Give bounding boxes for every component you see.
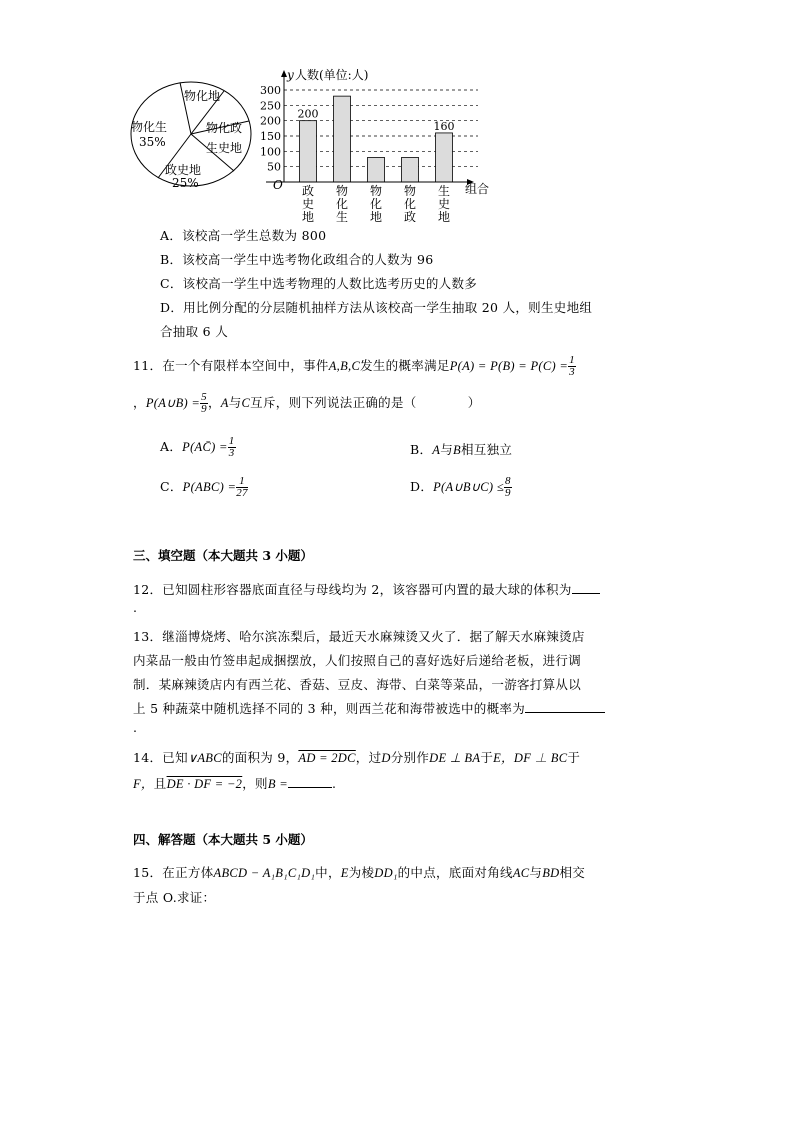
q11-option-a xyxy=(160,436,236,459)
math-vector: AD = 2DC xyxy=(298,751,356,765)
question-14-line2 xyxy=(133,774,336,792)
question-text: ，过 xyxy=(355,750,382,765)
y-axis-label: 人数(单位:人) xyxy=(295,68,369,82)
math: P(ABC) = xyxy=(182,480,237,494)
section-heading-3: 三、填空题（本大题共 3 小题） xyxy=(133,548,313,563)
bar xyxy=(334,96,351,182)
question-text: 15．在正方体 xyxy=(133,865,214,880)
bar xyxy=(436,133,453,182)
option-text: 相互独立 xyxy=(460,442,513,457)
question-text: 14．已知 xyxy=(133,750,188,765)
question-text: 中， xyxy=(315,865,341,880)
x-tick-label: 物化生 xyxy=(335,184,349,222)
q11-option-b xyxy=(410,440,512,458)
pie-chart xyxy=(128,80,258,192)
math: P(A∪B) = xyxy=(145,396,201,410)
pie-label: 生史地 xyxy=(206,141,243,155)
option-label: A． xyxy=(160,439,183,454)
math: B xyxy=(453,443,461,457)
question-15-line2: 于点 O.求证： xyxy=(133,890,216,905)
x-tick-label: 生史地 xyxy=(437,184,451,222)
question-text: 于 xyxy=(480,750,494,765)
punct: ， xyxy=(207,395,221,410)
question-15-line1 xyxy=(133,863,585,881)
x-tick-label: 政史地 xyxy=(301,184,315,222)
bar xyxy=(300,121,317,182)
y-tick-label: 150 xyxy=(260,130,281,143)
question-text: 在一个有限样本空间中，事件 xyxy=(162,358,329,373)
y-tick-label: 200 xyxy=(260,114,281,128)
bar xyxy=(402,157,419,182)
numerator: 1 xyxy=(236,476,248,488)
option-d-continued: 合抽取 6 人 xyxy=(160,324,228,339)
fraction xyxy=(228,436,236,459)
bar-chart xyxy=(258,62,498,222)
question-text: 发生的概率满足 xyxy=(360,358,450,373)
question-text: ，则 xyxy=(242,776,268,791)
option-label: B． xyxy=(410,442,433,457)
question-11-line2 xyxy=(133,392,481,415)
pie-value: 35% xyxy=(139,135,166,149)
math: A xyxy=(220,396,229,410)
x-axis-label: 组合 xyxy=(465,182,490,196)
question-text: 的面积为 9， xyxy=(221,750,299,765)
answer-blank xyxy=(572,581,600,594)
question-text: 相交 xyxy=(559,865,586,880)
pie-label: 物化地 xyxy=(184,89,221,103)
numerator: 1 xyxy=(569,354,575,366)
bar-data-label: 160 xyxy=(433,119,455,133)
x-tick-label: 物化政 xyxy=(403,184,417,222)
answer-blank xyxy=(288,775,332,788)
option-c: C．该校高一学生中选考物理的人数比选考历史的人数多 xyxy=(160,276,478,291)
math: DD₁ xyxy=(374,866,398,880)
punct: ， xyxy=(133,395,146,410)
y-tick-label: 250 xyxy=(260,99,281,113)
punct: . xyxy=(331,776,337,791)
numerator: 8 xyxy=(504,475,511,487)
question-11-line1 xyxy=(133,355,576,378)
fraction xyxy=(504,476,512,499)
question-13-line5: . xyxy=(133,720,138,735)
question-13-line4 xyxy=(133,699,605,717)
y-axis-symbol: y xyxy=(287,68,294,82)
math: P(A) = P(B) = P(C) = xyxy=(449,359,569,373)
y-tick-label: 300 xyxy=(260,84,281,97)
math: ∨ABC xyxy=(187,751,222,765)
denominator: 9 xyxy=(504,487,511,499)
question-12-line1 xyxy=(133,580,600,598)
math: P(A∪B∪C) ≤ xyxy=(433,480,504,494)
question-text: 且 xyxy=(153,776,167,791)
math: AC xyxy=(512,866,530,880)
pie-label: 物化生 xyxy=(131,120,168,134)
math: B = xyxy=(267,777,288,791)
math: C xyxy=(241,396,251,410)
section-heading-4: 四、解答题（本大题共 5 小题） xyxy=(133,832,313,847)
denominator: 9 xyxy=(201,403,207,415)
math: A xyxy=(432,443,441,457)
denominator: 3 xyxy=(228,447,235,459)
math: D xyxy=(381,751,391,765)
origin-label: O xyxy=(273,178,283,192)
question-13-line1: 13．继淄博烧烤、哈尔滨冻梨后，最近天水麻辣烫又火了．据了解天水麻辣烫店 xyxy=(133,629,585,644)
question-13-line2: 内菜品一般由竹签串起成捆摆放，人们按照自己的喜好选好后递给老板，进行调 xyxy=(133,653,582,668)
math: BD xyxy=(542,866,560,880)
pie-value: 25% xyxy=(172,176,199,190)
question-13-line3: 制．某麻辣烫店内有西兰花、香菇、豆皮、海带、白菜等菜品，一游客打算从以 xyxy=(133,677,582,692)
q11-option-d xyxy=(410,476,512,499)
option-d: D．用比例分配的分层随机抽样方法从该校高一学生抽取 20 人，则生史地组 xyxy=(160,300,593,315)
math: P(AC̄) = xyxy=(182,440,228,454)
math: DE ⊥ BA xyxy=(429,751,481,765)
option-text: 与 xyxy=(440,442,454,457)
numerator: 5 xyxy=(201,391,207,403)
math: E， xyxy=(493,751,514,765)
y-tick-label: 100 xyxy=(260,145,281,159)
question-number: 11． xyxy=(133,358,163,373)
x-tick-label: 物化地 xyxy=(369,184,383,222)
math: E xyxy=(340,866,349,880)
question-text: 与 xyxy=(529,865,543,880)
pie-label: 政史地 xyxy=(165,163,202,177)
question-text: 互斥，则下列说法正确的是（ ） xyxy=(250,395,481,410)
numerator: 1 xyxy=(228,435,235,447)
question-14-line1 xyxy=(133,748,580,766)
pie-label: 物化政 xyxy=(206,121,243,135)
question-12-line2: . xyxy=(133,600,138,615)
question-text: 12．已知圆柱形容器底面直径与母线均为 2，该容器可内置的最大球的体积为 xyxy=(133,582,572,597)
math: F， xyxy=(133,777,154,791)
denominator: 3 xyxy=(569,366,575,378)
bar-data-label: 200 xyxy=(297,107,319,121)
question-text: 分别作 xyxy=(390,750,430,765)
math: A,B,C xyxy=(328,359,361,373)
answer-blank xyxy=(525,700,605,713)
fraction xyxy=(568,355,576,378)
option-a: A．该校高一学生总数为 800 xyxy=(160,228,327,243)
denominator: 27 xyxy=(236,487,248,499)
math: DF ⊥ BC xyxy=(513,751,568,765)
question-text: 上 5 种蔬菜中随机选择不同的 3 种，则西兰花和海带被选中的概率为 xyxy=(133,701,526,716)
question-text: 为棱 xyxy=(348,865,375,880)
bar xyxy=(368,157,385,182)
option-b: B．该校高一学生中选考物化政组合的人数为 96 xyxy=(160,252,434,267)
q11-option-c xyxy=(160,476,248,499)
fraction xyxy=(236,476,248,499)
option-label: C． xyxy=(160,479,183,494)
y-tick-label: 50 xyxy=(267,160,281,174)
question-text: 的中点，底面对角线 xyxy=(397,865,513,880)
math: ABCD − A₁B₁C₁D₁ xyxy=(213,866,316,880)
question-text: 于 xyxy=(567,750,581,765)
fraction xyxy=(200,392,208,415)
option-label: D． xyxy=(410,479,434,494)
question-text: 与 xyxy=(228,395,242,410)
math-vector: DE · DF = −2 xyxy=(166,777,243,791)
